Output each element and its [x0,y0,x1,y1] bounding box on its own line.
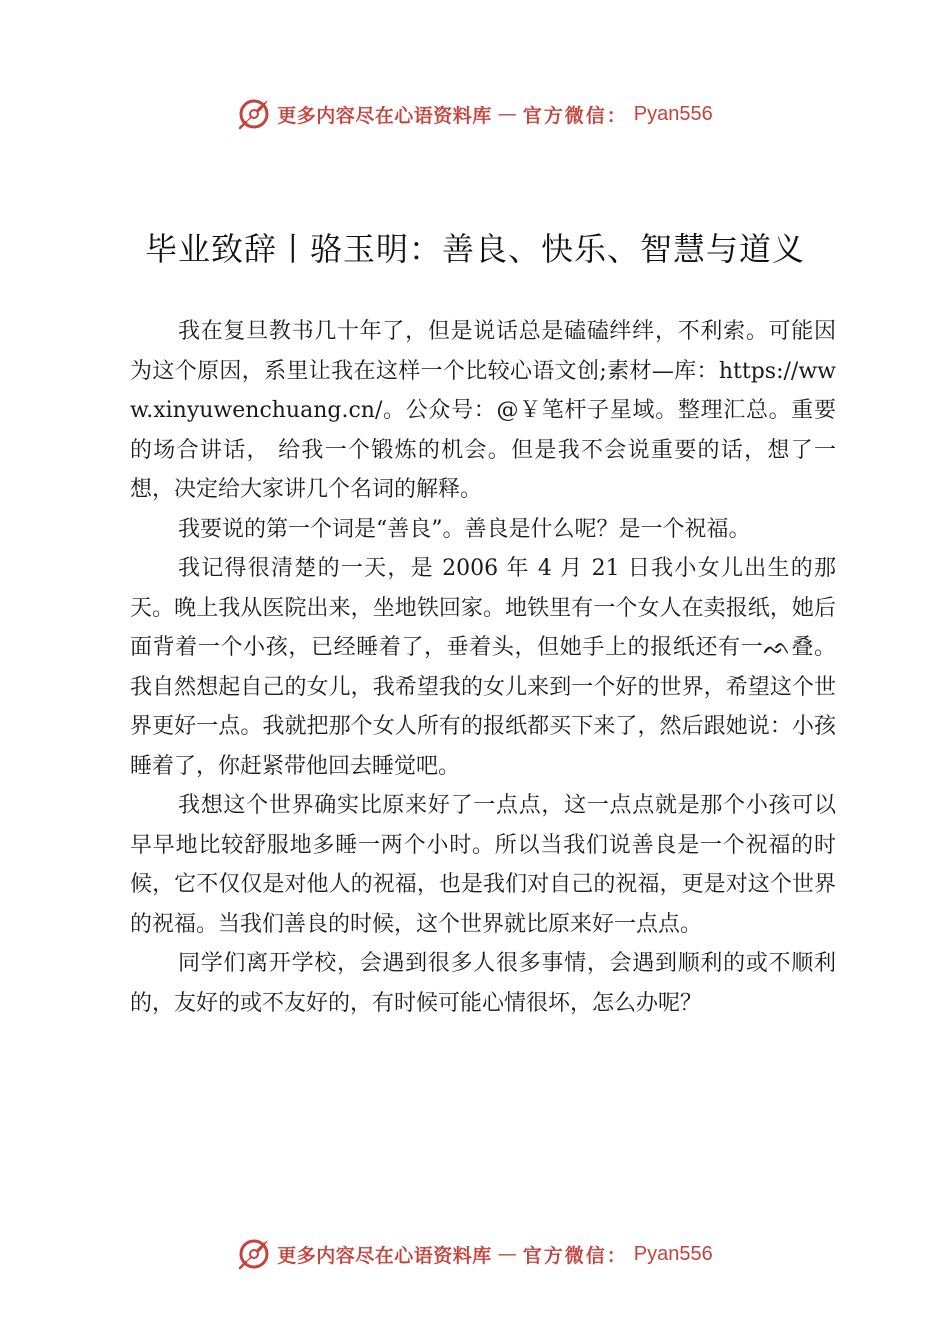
document-body [130,312,836,1023]
quill-pen-logo-icon [237,97,271,131]
body-paragraph: 我要说的第一个词是“善良”。善良是什么呢？是一个祝福。 [178,516,751,542]
header-banner [0,94,950,134]
banner-wechat-label: 官方微信： [522,104,628,127]
banner-separator: — [497,103,517,125]
document-title: 毕业致辞丨骆玉明：善良、快乐、智慧与道义 [144,230,805,268]
quill-pen-logo-icon [237,1237,271,1271]
banner-brand-text: 更多内容尽在心语资料库 [277,1244,492,1267]
body-paragraph: 我记得很清楚的一天，是 2006 年 4 月 21 日我小女儿出生的那天。晚上我从医院出来，坐地铁回家。地铁里有一个女人在卖报纸，她后面背着一个小孩，已经睡着了，垂着头，但她手上的报纸还有一ᨒ叠。我自然想起自己的女儿，我希望我的女儿来到一个好的世界，希望这个世界更好一点。我就把那个女人所有的报纸都买下来了，然后跟她说：小孩睡着了，你赶紧带他回去睡觉吧。 [130,556,836,779]
body-paragraph: 我在复旦教书几十年了，但是说话总是磕磕绊绊，不利索。可能因为这个原因，系里让我在这样一个比较心语文创;素材—库：https://www.xinyuwenchuang.cn/。公众号：@￥笔杆子星域。整理汇总。重要的场合讲话， 给我一个锻炼的机会。但是我不会说重要的话，想了一想，决定给大家讲几个名词的解释。 [130,319,836,502]
banner-wechat-label: 官方微信： [522,1244,628,1267]
banner-wechat-id: Pyan556 [633,1242,713,1265]
banner-separator: — [497,1243,517,1265]
banner-brand-text: 更多内容尽在心语资料库 [277,104,492,127]
body-paragraph: 同学们离开学校，会遇到很多人很多事情，会遇到顺利的或不顺利的，友好的或不友好的，有时候可能心情很坏，怎么办呢？ [130,951,836,1016]
body-paragraph: 我想这个世界确实比原来好了一点点，这一点点就是那个小孩可以早早地比较舒服地多睡一两个小时。所以当我们说善良是一个祝福的时候，它不仅仅是对他人的祝福，也是我们对自己的祝福，更是对这个世界的祝福。当我们善良的时候，这个世界就比原来好一点点。 [130,793,836,937]
footer-banner [0,1234,950,1274]
banner-wechat-id: Pyan556 [633,102,713,125]
